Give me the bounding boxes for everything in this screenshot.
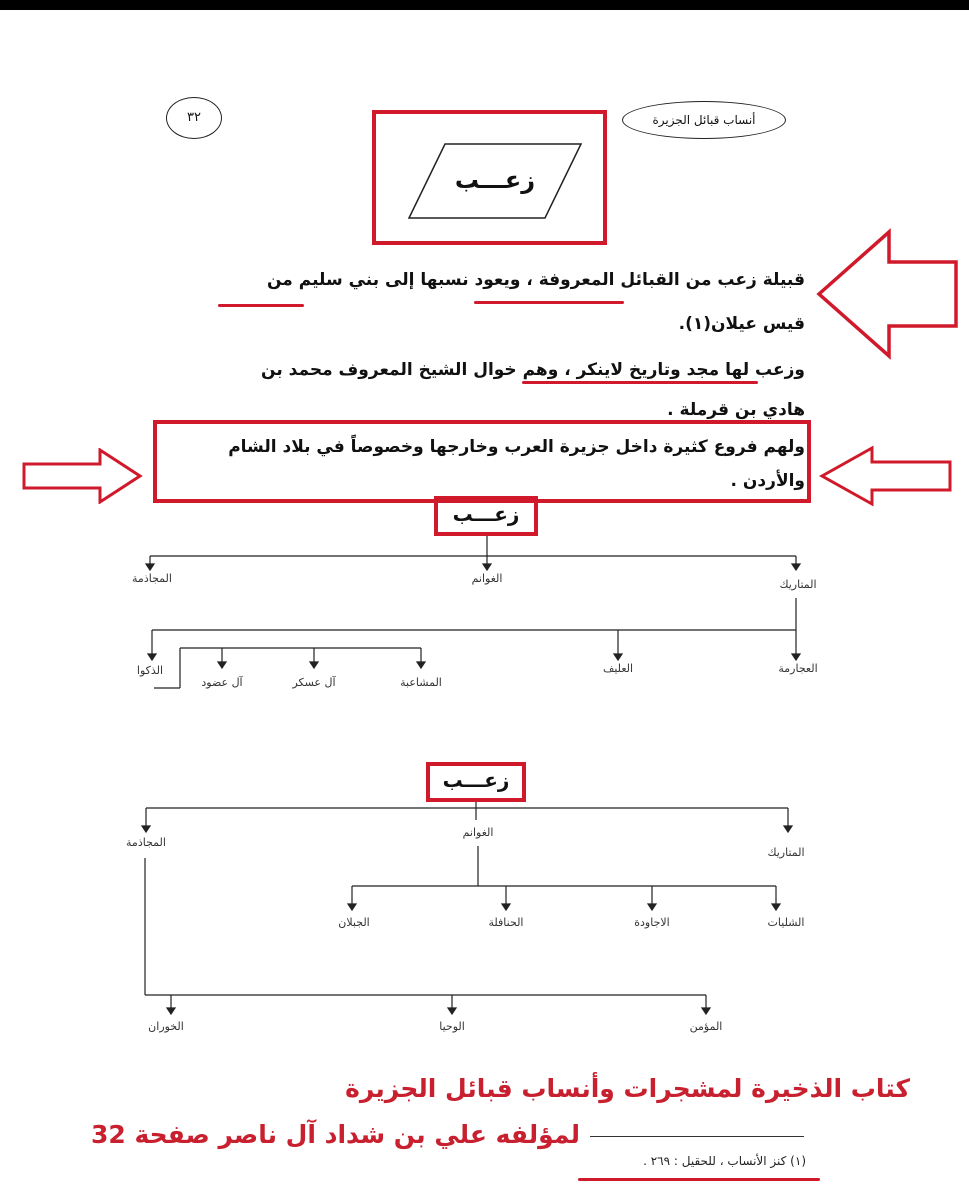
tree2-ghawanim-ajawida: الاجاودة <box>634 916 670 929</box>
footnote-divider <box>590 1136 804 1137</box>
tree1-sub-thukwa: الذكوا <box>136 664 164 677</box>
footnote-text: (١) كنز الأنساب ، للحقيل : ٢٦٩ . <box>643 1154 806 1168</box>
tree1-branch-majathima: المجاذمة <box>132 572 172 585</box>
tree2-ghawanim-jiblan: الجبلان <box>338 916 370 929</box>
tree2-ghawanim-hanafila: الحنافلة <box>488 916 524 929</box>
tree2-branch-majathima: المجاذمة <box>126 836 166 849</box>
tree1-sub-mashaiba: المشاعبة <box>400 676 442 689</box>
tree1-branch-ghawanim: الغوانم <box>471 572 503 585</box>
tree2-majathima-wahya: الوحيا <box>439 1020 465 1033</box>
title-label: زعـــب <box>454 166 536 194</box>
tree2-root-label: زعـــب <box>442 768 510 792</box>
tree2-ghawanim-shalayat: الشليات <box>767 916 805 929</box>
tree1-sub-ajarima: العجارمة <box>778 662 818 675</box>
paragraph-1-line-1: قبيلة زعب من القبائل المعروفة ، ويعود نسبها إلى بني سليم من <box>267 270 805 290</box>
tree1-root-label: زعـــب <box>452 502 520 526</box>
book-title: أنساب قبائل الجزيرة <box>622 101 786 139</box>
tree2-majathima-mumin: المؤمن <box>689 1020 723 1033</box>
paragraph-3-line-2: والأردن . <box>730 471 805 491</box>
paragraph-2-line-2: هادي بن قرملة . <box>667 400 805 420</box>
tree2-majathima-khawran: الخوران <box>148 1020 184 1033</box>
tree1-sub-alif: العليف <box>602 662 634 675</box>
caption-line-2: لمؤلفه علي بن شداد آل ناصر صفحة 32 <box>90 1120 580 1149</box>
paragraph-3-line-1: ولهم فروع كثيرة داخل جزيرة العرب وخارجها وخصوصاً في بلاد الشام <box>228 437 805 457</box>
paragraph-2-line-1: وزعب لها مجد وتاريخ لاينكر ، وهم خوال الشيخ المعروف محمد بن <box>261 360 805 380</box>
footnote-underline <box>578 1178 820 1181</box>
paragraph-1-line-2: قيس عيلان(١). <box>678 314 805 334</box>
tree2-branch-ghawanim: الغوانم <box>462 826 494 839</box>
tree1-branch-matarik: المتاريك <box>779 578 817 591</box>
caption-line-1: كتاب الذخيرة لمشجرات وأنساب قبائل الجزيرة <box>345 1074 910 1103</box>
tree1-sub-al-adud: آل عضود <box>201 676 243 689</box>
page-number: ٣٢ <box>166 97 222 139</box>
tree2-branch-matarik: المتاريك <box>767 846 805 859</box>
tree1-sub-al-askar: آل عسكر <box>292 676 336 689</box>
